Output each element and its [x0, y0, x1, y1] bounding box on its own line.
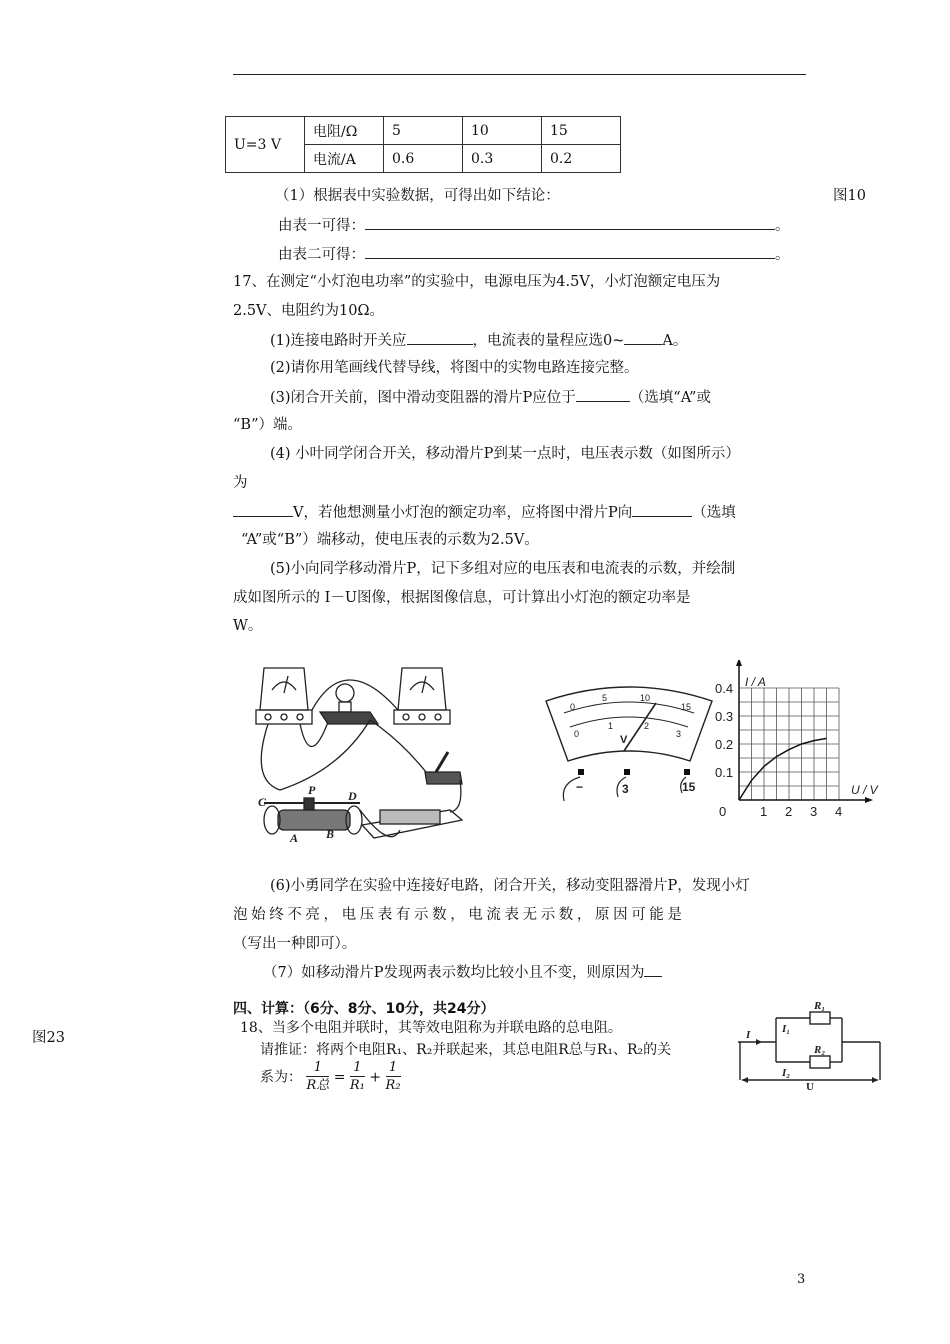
cell: 15	[542, 117, 621, 145]
q16-item1: （1）根据表中实验数据，可得出如下结论：	[275, 188, 560, 204]
parallel-circuit-figure	[738, 1000, 890, 1092]
r1-label: R₁	[814, 1000, 826, 1012]
terminal-label: 3	[622, 782, 629, 796]
period: 。	[775, 247, 790, 263]
q17-p1a: (1)连接电路时开关应	[270, 333, 407, 349]
q18-line2: 请推证：将两个电阻R₁、R₂并联起来，其总电阻R总与R₁、R₂的关	[260, 1042, 672, 1058]
q17-p4d: （选填	[692, 505, 736, 521]
plus-sign: +	[369, 1069, 382, 1086]
q16-table1-prefix: 由表一可得：	[278, 218, 365, 234]
fraction-r1	[350, 1060, 365, 1095]
label-c: C	[258, 795, 267, 809]
x-tick-label: 4	[835, 804, 843, 819]
q17-intro1: 17、在测定“小灯泡电功率”的实验中，电源电压为4.5V，小灯泡额定电压为	[233, 274, 721, 290]
cell: 5	[384, 117, 463, 145]
fraction-total	[306, 1060, 329, 1095]
q17-p7-line	[263, 962, 662, 983]
q17-intro2: 2.5V、电阻约为10Ω。	[233, 303, 385, 319]
q17-p3b: （选填“A”或	[629, 390, 711, 406]
q18-line3: 系为：	[260, 1069, 302, 1086]
frac-num: 1	[306, 1060, 329, 1077]
frac-den: R₂	[385, 1078, 401, 1093]
terminal-label: −	[576, 780, 584, 794]
data-table	[225, 116, 621, 173]
iu-curve	[739, 738, 827, 800]
q18-formula-line	[260, 1060, 401, 1095]
answer-blank[interactable]	[644, 962, 662, 977]
iu-chart	[715, 660, 890, 820]
cell: 0.2	[542, 145, 621, 173]
chart-grid	[739, 688, 839, 800]
current-label: 电流/A	[305, 145, 384, 173]
q17-p3a: (3)闭合开关前，图中滑动变阻器的滑片P应位于	[270, 390, 576, 406]
q17-p5c: W。	[233, 618, 263, 634]
q17-p5a: (5)小向同学移动滑片P，记下多组对应的电压表和电流表的示数，并绘制	[270, 561, 736, 577]
frac-num: 1	[386, 1060, 401, 1077]
i-label: I	[746, 1029, 751, 1041]
i2-label: I₂	[782, 1067, 791, 1079]
q16-table1-line	[278, 215, 790, 236]
q17-p3c: “B”）端。	[233, 417, 302, 433]
x-tick-label: 3	[810, 804, 818, 819]
answer-blank[interactable]	[407, 330, 473, 345]
q17-p1	[270, 330, 687, 351]
answer-blank[interactable]	[365, 244, 775, 259]
y-tick-label: 0.3	[715, 709, 734, 724]
unit-label: V	[620, 734, 628, 746]
outer-tick: 10	[640, 693, 651, 703]
terminal-label: 15	[682, 780, 696, 794]
q17-p4e: “A”或“B”）端移动，使电压表的示数为2.5V。	[241, 532, 539, 548]
x-axis-label: U / V	[851, 783, 878, 797]
cell: 0.6	[384, 145, 463, 173]
q17-p3	[270, 387, 711, 408]
y-tick-label: 0.4	[715, 681, 734, 696]
r2-label: R₂	[814, 1044, 826, 1056]
q17-p6b-text: 泡始终不亮，电压表有示数，电流表无示数，原因可能是	[233, 907, 686, 923]
inner-tick: 0	[574, 729, 580, 739]
apparatus-figure	[250, 660, 465, 845]
page-number: 3	[797, 1272, 806, 1287]
outer-tick: 0	[570, 702, 576, 712]
q17-p5b: 成如图所示的 I－U图像，根据图像信息，可计算出小灯泡的额定功率是	[233, 590, 691, 606]
period: 。	[775, 218, 790, 234]
answer-blank[interactable]	[233, 502, 293, 517]
header-rule	[233, 74, 806, 75]
q17-p4b: 为	[233, 475, 248, 491]
cell: 0.3	[463, 145, 542, 173]
inner-tick: 1	[608, 721, 614, 731]
fraction-r2	[386, 1060, 401, 1095]
y-tick-label: 0.2	[715, 737, 734, 752]
q17-p2: (2)请你用笔画线代替导线，将图中的实物电路连接完整。	[270, 360, 639, 376]
label-p: P	[308, 783, 316, 797]
q17-p6b	[233, 905, 686, 925]
frac-den: R总	[306, 1078, 330, 1093]
frac-num: 1	[350, 1060, 365, 1077]
answer-blank[interactable]	[632, 502, 692, 517]
answer-blank[interactable]	[365, 215, 775, 230]
frac-den: R₁	[349, 1078, 365, 1093]
fig10-label: 图10	[833, 188, 866, 204]
cell: 10	[463, 117, 542, 145]
q16-table2-prefix: 由表二可得：	[278, 247, 365, 263]
q17-p1b: ，电流表的量程应选0~	[472, 333, 625, 349]
section4-heading: 四、计算：（6分、8分、10分，共24分）	[233, 1001, 495, 1017]
q17-p7: （7）如移动滑片P发现两表示数均比较小且不变，则原因为	[263, 965, 645, 981]
outer-tick: 5	[602, 693, 608, 703]
outer-tick: 15	[681, 702, 692, 712]
q17-p6a: (6)小勇同学在实验中连接好电路，闭合开关，移动变阻器滑片P，发现小灯	[270, 878, 750, 894]
q17-p4c: V，若他想测量小灯泡的额定功率，应将图中滑片P向	[293, 505, 633, 521]
q17-p4a: (4) 小叶同学闭合开关，移动滑片P到某一点时，电压表示数（如图所示）	[270, 446, 740, 462]
inner-tick: 2	[644, 721, 650, 731]
fig23-label: 图23	[32, 1030, 65, 1046]
x-tick-label: 2	[785, 804, 793, 819]
label-d: D	[348, 789, 357, 803]
y-tick-label: 0.1	[715, 765, 734, 780]
q17-p4-line	[233, 502, 736, 523]
label-a: A	[290, 831, 299, 845]
y-axis-label: I / A	[745, 675, 766, 689]
equals-sign: =	[333, 1069, 346, 1086]
label-b: B	[326, 827, 335, 841]
inner-tick: 3	[676, 729, 682, 739]
q17-p6c: （写出一种即可）。	[233, 936, 357, 952]
answer-blank[interactable]	[576, 387, 630, 402]
i1-label: I₁	[782, 1023, 791, 1035]
x-tick-label: 0	[719, 804, 727, 819]
answer-blank[interactable]	[624, 330, 662, 345]
x-tick-label: 1	[760, 804, 768, 819]
q18-line1: 18、当多个电阻并联时，其等效电阻称为并联电路的总电阻。	[240, 1020, 622, 1036]
voltage-cell: U=3 V	[226, 117, 305, 173]
resistance-label: 电阻/Ω	[305, 117, 384, 145]
q17-p1c: A。	[662, 333, 688, 349]
u-label: U	[806, 1081, 814, 1092]
voltmeter-figure	[540, 683, 718, 808]
q16-table2-line	[278, 244, 790, 265]
